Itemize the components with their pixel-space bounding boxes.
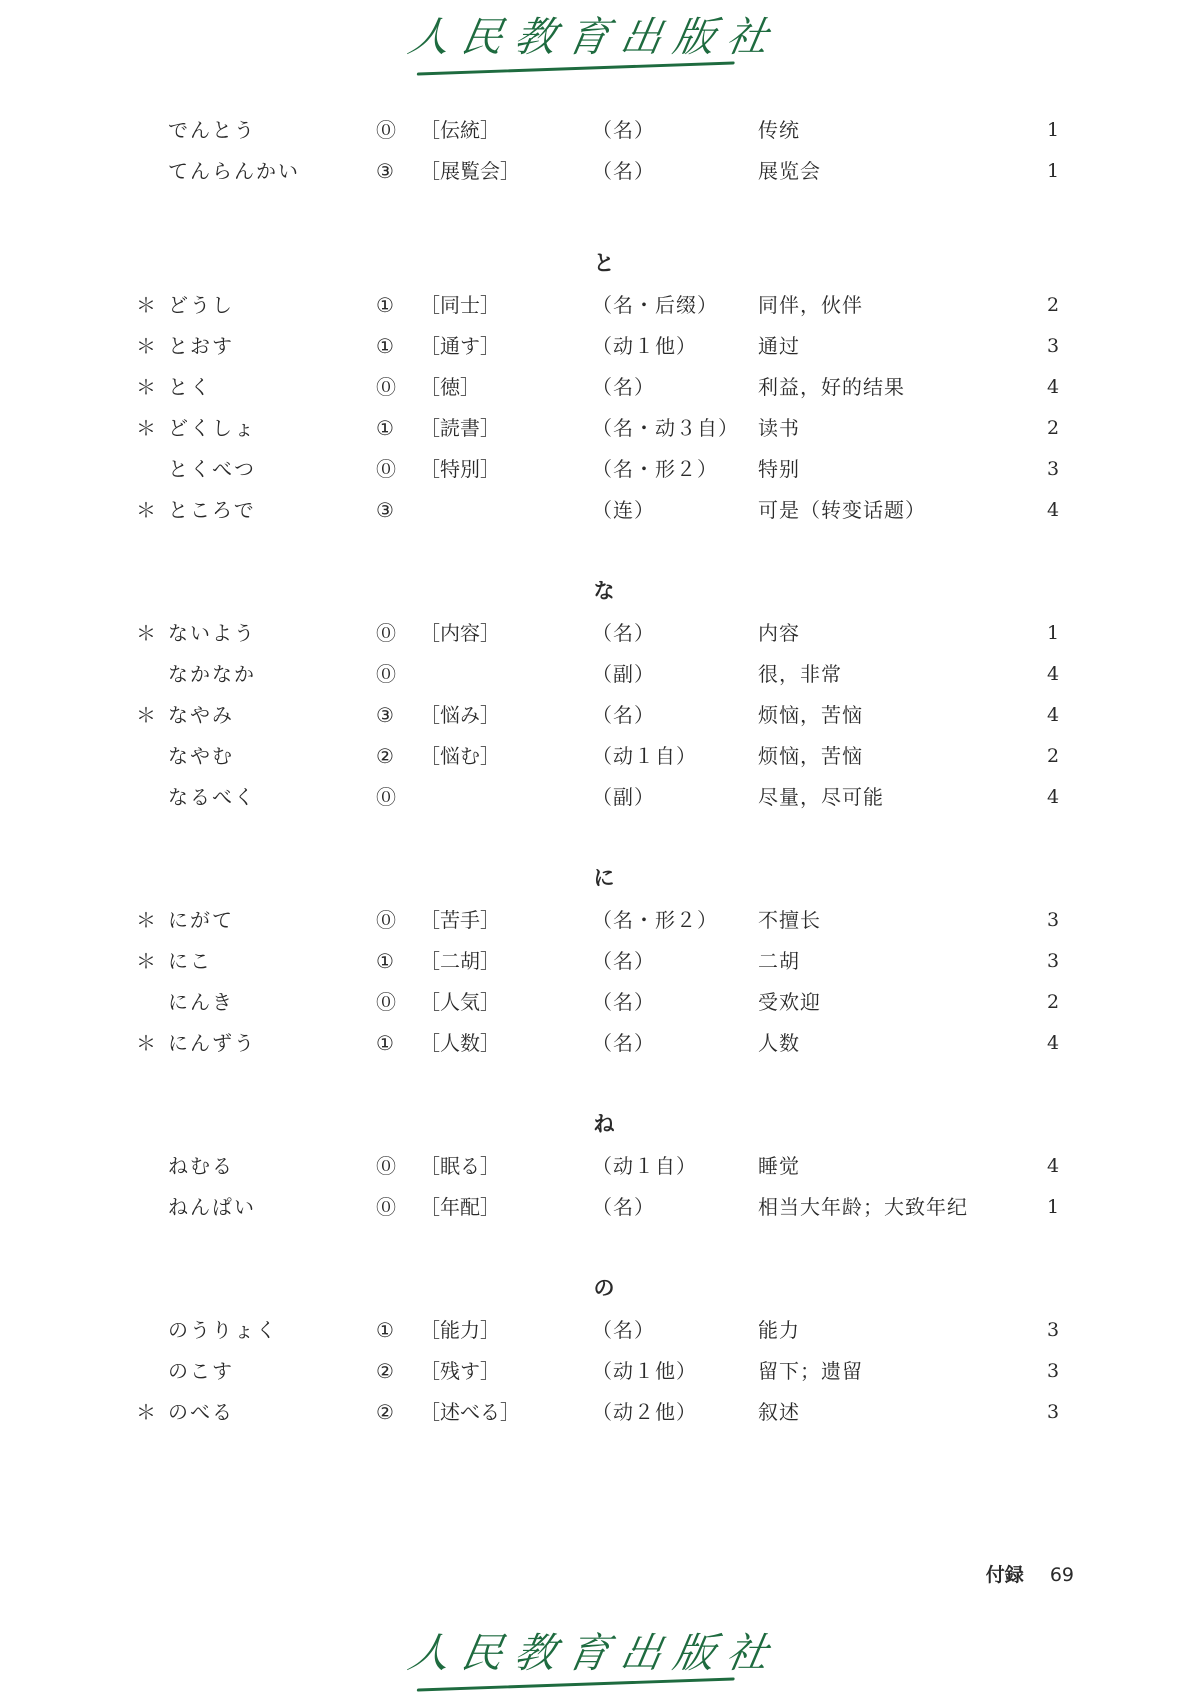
lesson-number: 2 [1047,991,1060,1013]
part-of-speech: （名） [592,990,655,1014]
lesson-number: 3 [1047,458,1060,480]
accent-mark: ⓪ [376,908,396,932]
word-meaning: 睡觉 [758,1154,800,1178]
part-of-speech: （名） [592,118,655,142]
vocab-row [0,1351,1191,1392]
new-word-star: ＊ [136,1400,156,1424]
word-meaning: 读书 [758,416,800,440]
new-word-star: ＊ [136,498,156,522]
word-kana: にがて [168,908,234,932]
word-kanji: ［悩み］ [420,703,500,727]
vocab-row [0,941,1191,982]
accent-mark: ① [376,1031,394,1055]
part-of-speech: （名・动３自） [592,416,739,440]
vocab-row [0,1187,1191,1228]
accent-mark: ② [376,1400,394,1424]
lesson-number: 4 [1047,1155,1060,1177]
new-word-star: ＊ [136,908,156,932]
vocab-row [0,982,1191,1023]
part-of-speech: （名） [592,621,655,645]
word-meaning: 展览会 [758,159,821,183]
new-word-star: ＊ [136,703,156,727]
part-of-speech: （名） [592,703,655,727]
vocab-row [0,151,1191,192]
word-kana: なかなか [168,662,256,686]
lesson-number: 4 [1047,663,1060,685]
vocab-row [0,1023,1191,1064]
part-of-speech: （名） [592,949,655,973]
lesson-number: 4 [1047,1032,1060,1054]
vocab-row [0,285,1191,326]
word-meaning: 内容 [758,621,800,645]
vocab-row [0,900,1191,941]
lesson-number: 1 [1047,119,1060,141]
logo-underline [417,1677,735,1691]
word-kanji: ［通す］ [420,334,500,358]
new-word-star: ＊ [136,293,156,317]
part-of-speech: （名） [592,1031,655,1055]
new-word-star: ＊ [136,621,156,645]
word-kana: にこ [168,949,212,973]
word-kanji: ［残す］ [420,1359,500,1383]
part-of-speech: （名） [592,1195,655,1219]
word-kana: ないよう [168,621,256,645]
accent-mark: ① [376,334,394,358]
word-kanji: ［悩む］ [420,744,500,768]
vocab-row [0,449,1191,490]
word-meaning: 不擅长 [758,908,821,932]
word-kanji: ［読書］ [420,416,500,440]
word-meaning: 留下；遗留 [758,1359,863,1383]
word-meaning: 烦恼，苦恼 [758,744,863,768]
word-kana: ねむる [168,1154,234,1178]
section-heading-ni: に [593,865,615,890]
new-word-star: ＊ [136,949,156,973]
word-kanji: ［二胡］ [420,949,500,973]
part-of-speech: （名） [592,1318,655,1342]
word-kana: にんき [168,990,234,1014]
section-heading-na: な [593,578,615,603]
page-number: 69 [1049,1564,1074,1586]
part-of-speech: （副） [592,662,655,686]
lesson-number: 2 [1047,294,1060,316]
new-word-star: ＊ [136,375,156,399]
section-heading-to: と [593,250,615,275]
word-kana: ところで [168,498,256,522]
accent-mark: ⓪ [376,662,396,686]
word-meaning: 特别 [758,457,800,481]
part-of-speech: （动１自） [592,1154,697,1178]
accent-mark: ⓪ [376,118,396,142]
vocab-row [0,736,1191,777]
word-meaning: 人数 [758,1031,800,1055]
accent-mark: ③ [376,703,394,727]
word-meaning: 受欢迎 [758,990,821,1014]
vocab-row [0,695,1191,736]
lesson-number: 4 [1047,786,1060,808]
part-of-speech: （名・后缀） [592,293,718,317]
lesson-number: 4 [1047,704,1060,726]
vocab-row [0,654,1191,695]
word-kana: でんとう [168,118,256,142]
publisher-logo-text: 人民教育出版社 [404,1628,785,1677]
word-kana: のうりょく [168,1318,278,1342]
word-kanji: ［展覧会］ [420,159,520,183]
new-word-star: ＊ [136,334,156,358]
lesson-number: 2 [1047,745,1060,767]
accent-mark: ① [376,1318,394,1342]
lesson-number: 3 [1047,1401,1060,1423]
word-kana: とく [168,375,212,399]
part-of-speech: （动１他） [592,1359,697,1383]
accent-mark: ① [376,949,394,973]
lesson-number: 3 [1047,909,1060,931]
word-kana: のこす [168,1359,234,1383]
lesson-number: 1 [1047,160,1060,182]
section-heading-ne: ね [593,1111,615,1136]
publisher-logo-text: 人民教育出版社 [404,12,785,61]
publisher-logo-bottom [404,1618,785,1680]
word-kanji: ［同士］ [420,293,500,317]
word-kana: なやみ [168,703,234,727]
word-kanji: ［人数］ [420,1031,500,1055]
vocab-row [0,1392,1191,1433]
accent-mark: ③ [376,498,394,522]
word-kana: にんずう [168,1031,256,1055]
part-of-speech: （名） [592,375,655,399]
vocab-row [0,777,1191,818]
word-kanji: ［人気］ [420,990,500,1014]
word-meaning: 传统 [758,118,800,142]
word-kana: てんらんかい [168,159,300,183]
word-kana: なるべく [168,785,256,809]
word-kanji: ［年配］ [420,1195,500,1219]
vocab-row [0,110,1191,151]
part-of-speech: （动１他） [592,334,697,358]
part-of-speech: （名・形２） [592,457,718,481]
word-kanji: ［内容］ [420,621,500,645]
lesson-number: 4 [1047,376,1060,398]
word-meaning: 通过 [758,334,800,358]
accent-mark: ⓪ [376,1195,396,1219]
vocab-row [0,613,1191,654]
vocab-row [0,326,1191,367]
word-meaning: 能力 [758,1318,800,1342]
word-meaning: 同伴，伙伴 [758,293,863,317]
lesson-number: 1 [1047,622,1060,644]
page-footer [986,1560,1074,1590]
lesson-number: 3 [1047,335,1060,357]
word-meaning: 利益，好的结果 [758,375,905,399]
lesson-number: 1 [1047,1196,1060,1218]
accent-mark: ⓪ [376,375,396,399]
word-kanji: ［眠る］ [420,1154,500,1178]
word-kanji: ［苦手］ [420,908,500,932]
part-of-speech: （名・形２） [592,908,718,932]
appendix-label: 付録 [985,1564,1024,1586]
accent-mark: ⓪ [376,621,396,645]
word-kana: どうし [168,293,234,317]
word-kanji: ［徳］ [420,375,480,399]
word-kana: どくしょ [168,416,256,440]
word-kana: なやむ [168,744,234,768]
lesson-number: 3 [1047,1319,1060,1341]
word-meaning: 烦恼，苦恼 [758,703,863,727]
lesson-number: 3 [1047,950,1060,972]
accent-mark: ② [376,744,394,768]
part-of-speech: （名） [592,159,655,183]
word-meaning: 二胡 [758,949,800,973]
word-kana: のべる [168,1400,234,1424]
part-of-speech: （连） [592,498,655,522]
accent-mark: ① [376,293,394,317]
word-meaning: 可是（转变话题） [758,498,926,522]
word-meaning: 很，非常 [758,662,842,686]
word-kanji: ［伝統］ [420,118,500,142]
accent-mark: ⓪ [376,785,396,809]
vocab-row [0,367,1191,408]
vocab-row [0,1310,1191,1351]
section-heading-no: の [593,1275,615,1300]
accent-mark: ③ [376,159,394,183]
vocab-row [0,1146,1191,1187]
accent-mark: ① [376,416,394,440]
word-meaning: 尽量，尽可能 [758,785,884,809]
word-kana: ねんぱい [168,1195,256,1219]
accent-mark: ⓪ [376,1154,396,1178]
accent-mark: ⓪ [376,457,396,481]
part-of-speech: （动１自） [592,744,697,768]
word-kana: とくべつ [168,457,256,481]
part-of-speech: （动２他） [592,1400,697,1424]
word-meaning: 相当大年龄；大致年纪 [758,1195,968,1219]
lesson-number: 4 [1047,499,1060,521]
lesson-number: 3 [1047,1360,1060,1382]
lesson-number: 2 [1047,417,1060,439]
part-of-speech: （副） [592,785,655,809]
word-kanji: ［述べる］ [420,1400,520,1424]
word-meaning: 叙述 [758,1400,800,1424]
word-kanji: ［能力］ [420,1318,500,1342]
vocab-row [0,490,1191,531]
accent-mark: ⓪ [376,990,396,1014]
new-word-star: ＊ [136,1031,156,1055]
word-kana: とおす [168,334,234,358]
vocab-row [0,408,1191,449]
new-word-star: ＊ [136,416,156,440]
word-kanji: ［特別］ [420,457,500,481]
accent-mark: ② [376,1359,394,1383]
